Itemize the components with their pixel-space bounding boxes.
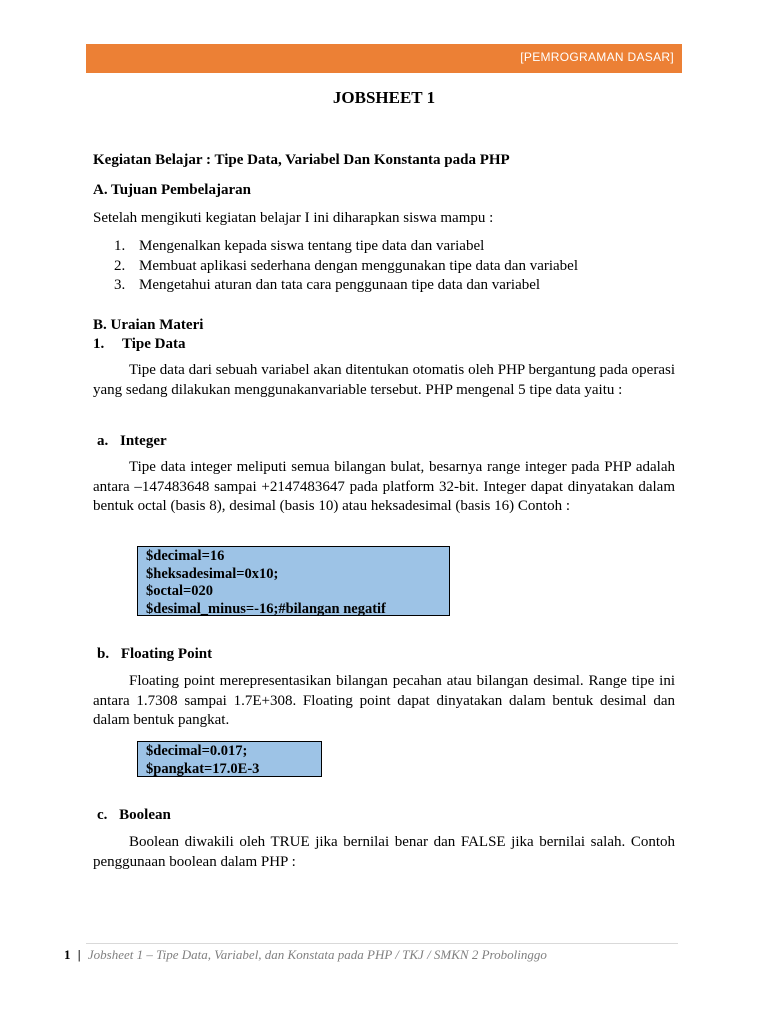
list-item: 1. Mengenalkan kepada siswa tentang tipe data dan variabel [114,238,485,254]
page-number: 1 [64,947,71,962]
floating-paragraph: Floating point merepresentasikan bilangan pecahan atau bilangan desimal. Range tipe ini antara 1.7308 sampai 1.7E+308. Floating point dapat dinyatakan dalam bentuk desimal dan dalam bentuk pangkat. [93,673,675,728]
section-a-heading: A. Tujuan Pembelajaran [93,182,251,198]
code-line: $octal=020 [146,583,214,599]
page-title: JOBSHEET 1 [332,88,436,107]
floating-code-box [137,741,322,777]
tipe-data-paragraph: Tipe data dari sebuah variabel akan ditentukan otomatis oleh PHP bergantung pada operasi yang sedang dilakukan menggunakanvariable tersebut. PHP mengenal 5 tipe data yaitu : [93,362,675,398]
kegiatan-heading: Kegiatan Belajar : Tipe Data, Variabel Dan Konstanta pada PHP [93,152,510,168]
list-item: 3. Mengetahui aturan dan tata cara penggunaan tipe data dan variabel [114,277,541,293]
section-b-heading: B. Uraian Materi [93,317,204,333]
footer-separator: | [77,947,81,962]
integer-heading: a. Integer [97,433,167,449]
footer-divider [86,943,678,944]
integer-paragraph: Tipe data integer meliputi semua bilangan bulat, besarnya range integer pada PHP adalah antara –147483648 sampai +2147483647 pada platform 32-bit. Integer dapat dinyatakan dalam bentuk octal (basis 8), desimal (basis 10) atau heksadesimal (basis 16) Contoh : [93,459,675,514]
code-line: $pangkat=17.0E-3 [146,760,260,777]
page-footer [64,947,547,963]
boolean-heading: c. Boolean [97,807,171,823]
footer-text: Jobsheet 1 – Tipe Data, Variabel, dan Konstata pada PHP / TKJ / SMKN 2 Probolinggo [87,947,547,962]
header-bar [86,44,682,73]
subsection-1-number: 1. [93,336,105,352]
section-a-intro: Setelah mengikuti kegiatan belajar I ini diharapkan siswa mampu : [93,210,494,226]
header-label: [PEMROGRAMAN DASAR] [520,50,674,64]
code-line: $heksadesimal=0x10; [146,565,279,582]
code-line: $decimal=0.017; [146,743,248,759]
goals-list [93,237,578,296]
integer-code-box [137,546,450,616]
subsection-1-title: Tipe Data [122,336,186,352]
subsection-1-heading [93,334,185,354]
boolean-paragraph: Boolean diwakili oleh TRUE jika bernilai benar dan FALSE jika bernilai salah. Contoh penggunaan boolean dalam PHP : [93,834,675,870]
code-line: $decimal=16 [146,548,225,564]
code-line: $desimal_minus=-16;#bilangan negatif [146,600,386,617]
floating-heading: b. Floating Point [97,646,213,662]
list-item: 2. Membuat aplikasi sederhana dengan menggunakan tipe data dan variabel [114,257,578,274]
